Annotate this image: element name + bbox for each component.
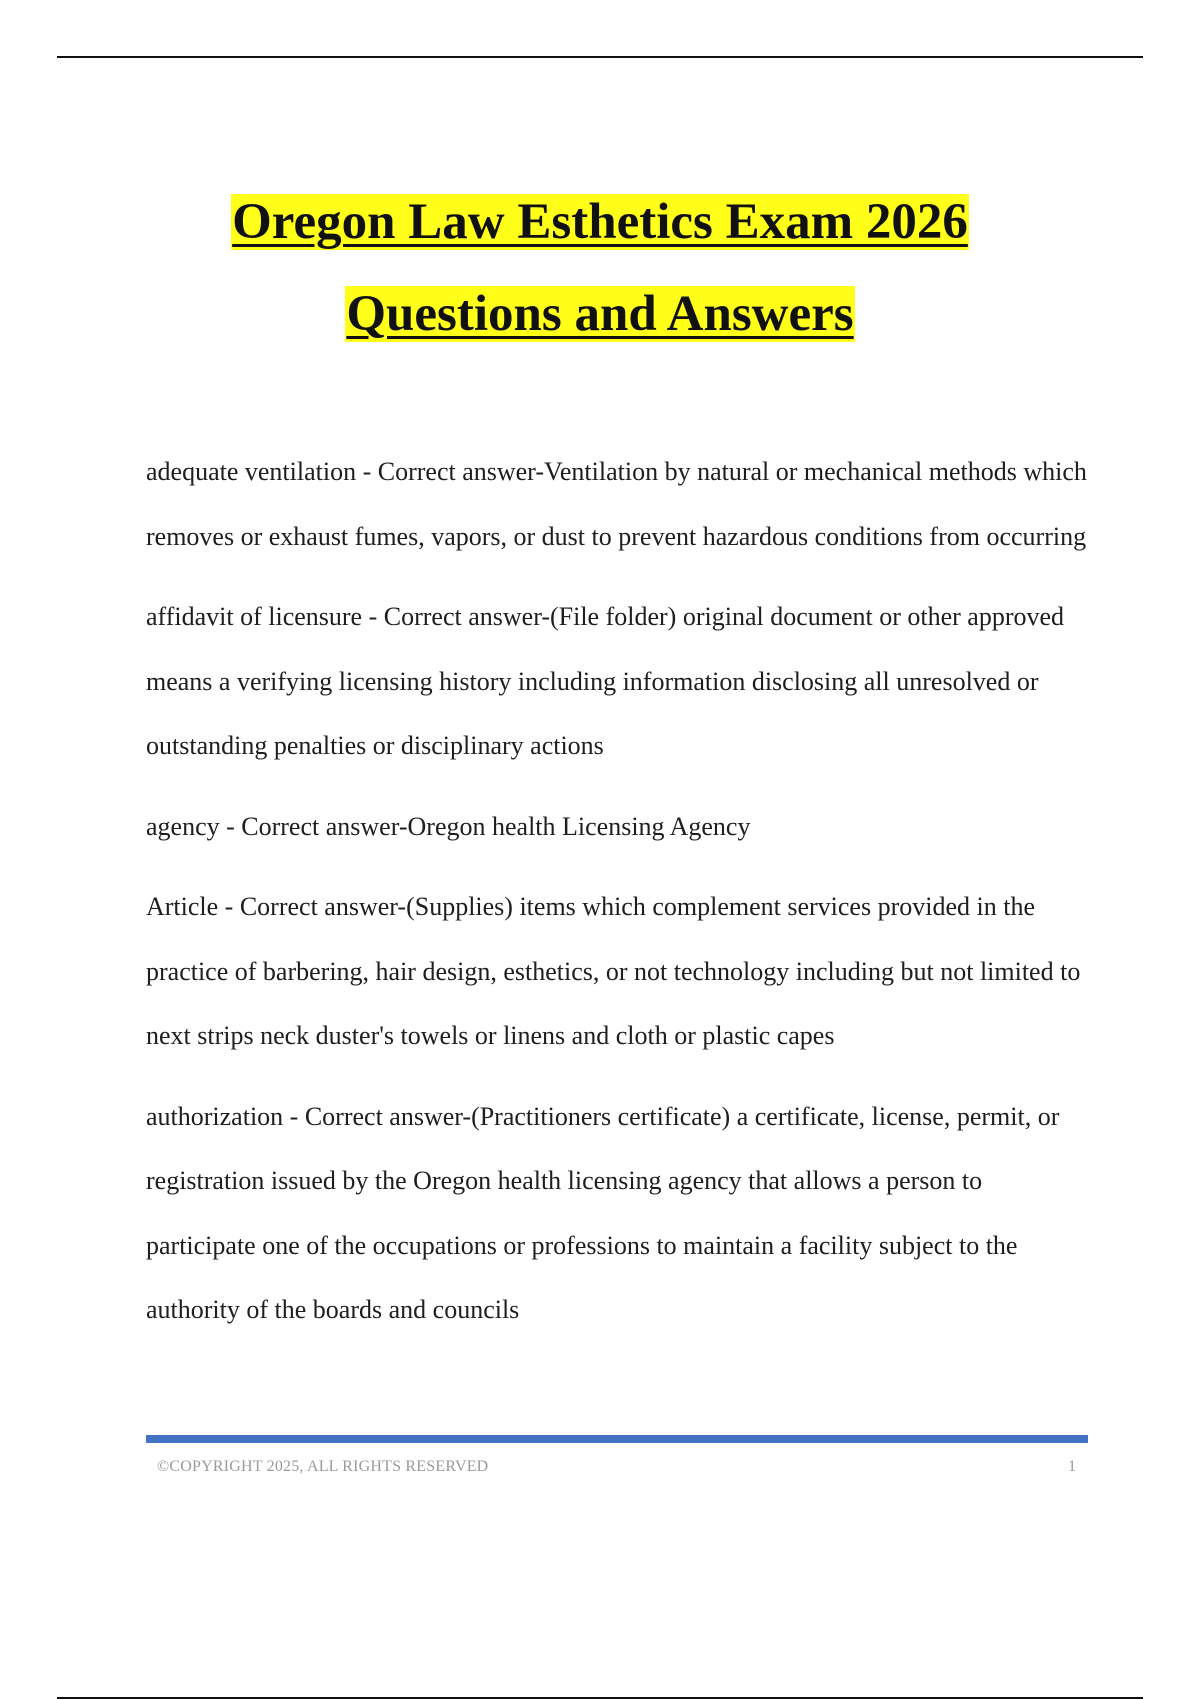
- footer-copyright: ©COPYRIGHT 2025, ALL RIGHTS RESERVED: [157, 1458, 489, 1475]
- top-rule: [57, 56, 1143, 58]
- entry-agency: agency - Correct answer-Oregon health Licensing Agency: [146, 811, 751, 841]
- document-title: [0, 176, 1200, 360]
- title-line-1: Oregon Law Esthetics Exam 2026: [232, 194, 968, 250]
- entry-adequate-ventilation: adequate ventilation - Correct answer-Ventilation by natural or mechanical methods which removes or exhaust fumes, vapors, or dust to prevent hazardous conditions from occurring: [146, 457, 1087, 551]
- footer-divider: [146, 1435, 1088, 1443]
- entry-authorization: authorization - Correct answer-(Practitioners certificate) a certificate, license, permit, or registration issued by the Oregon health licensing agency that allows a person to participate one of the occupations or professions to maintain a facility subject to the authority of the boards and councils: [146, 1101, 1060, 1324]
- entry-article: Article - Correct answer-(Supplies) items which complement services provided in the practice of barbering, hair design, esthetics, or not technology including but not limited to next strips neck duster's towels or linens and cloth or plastic capes: [146, 892, 1081, 1050]
- page-number: 1: [1068, 1458, 1076, 1475]
- document-body: [146, 440, 1096, 1359]
- bottom-rule: [57, 1697, 1143, 1699]
- entry-affidavit-of-licensure: affidavit of licensure - Correct answer-(File folder) original document or other approved means a verifying licensing history including information disclosing all unresolved or outstanding penalties or disciplinary actions: [146, 602, 1065, 760]
- title-line-2: Questions and Answers: [346, 286, 854, 342]
